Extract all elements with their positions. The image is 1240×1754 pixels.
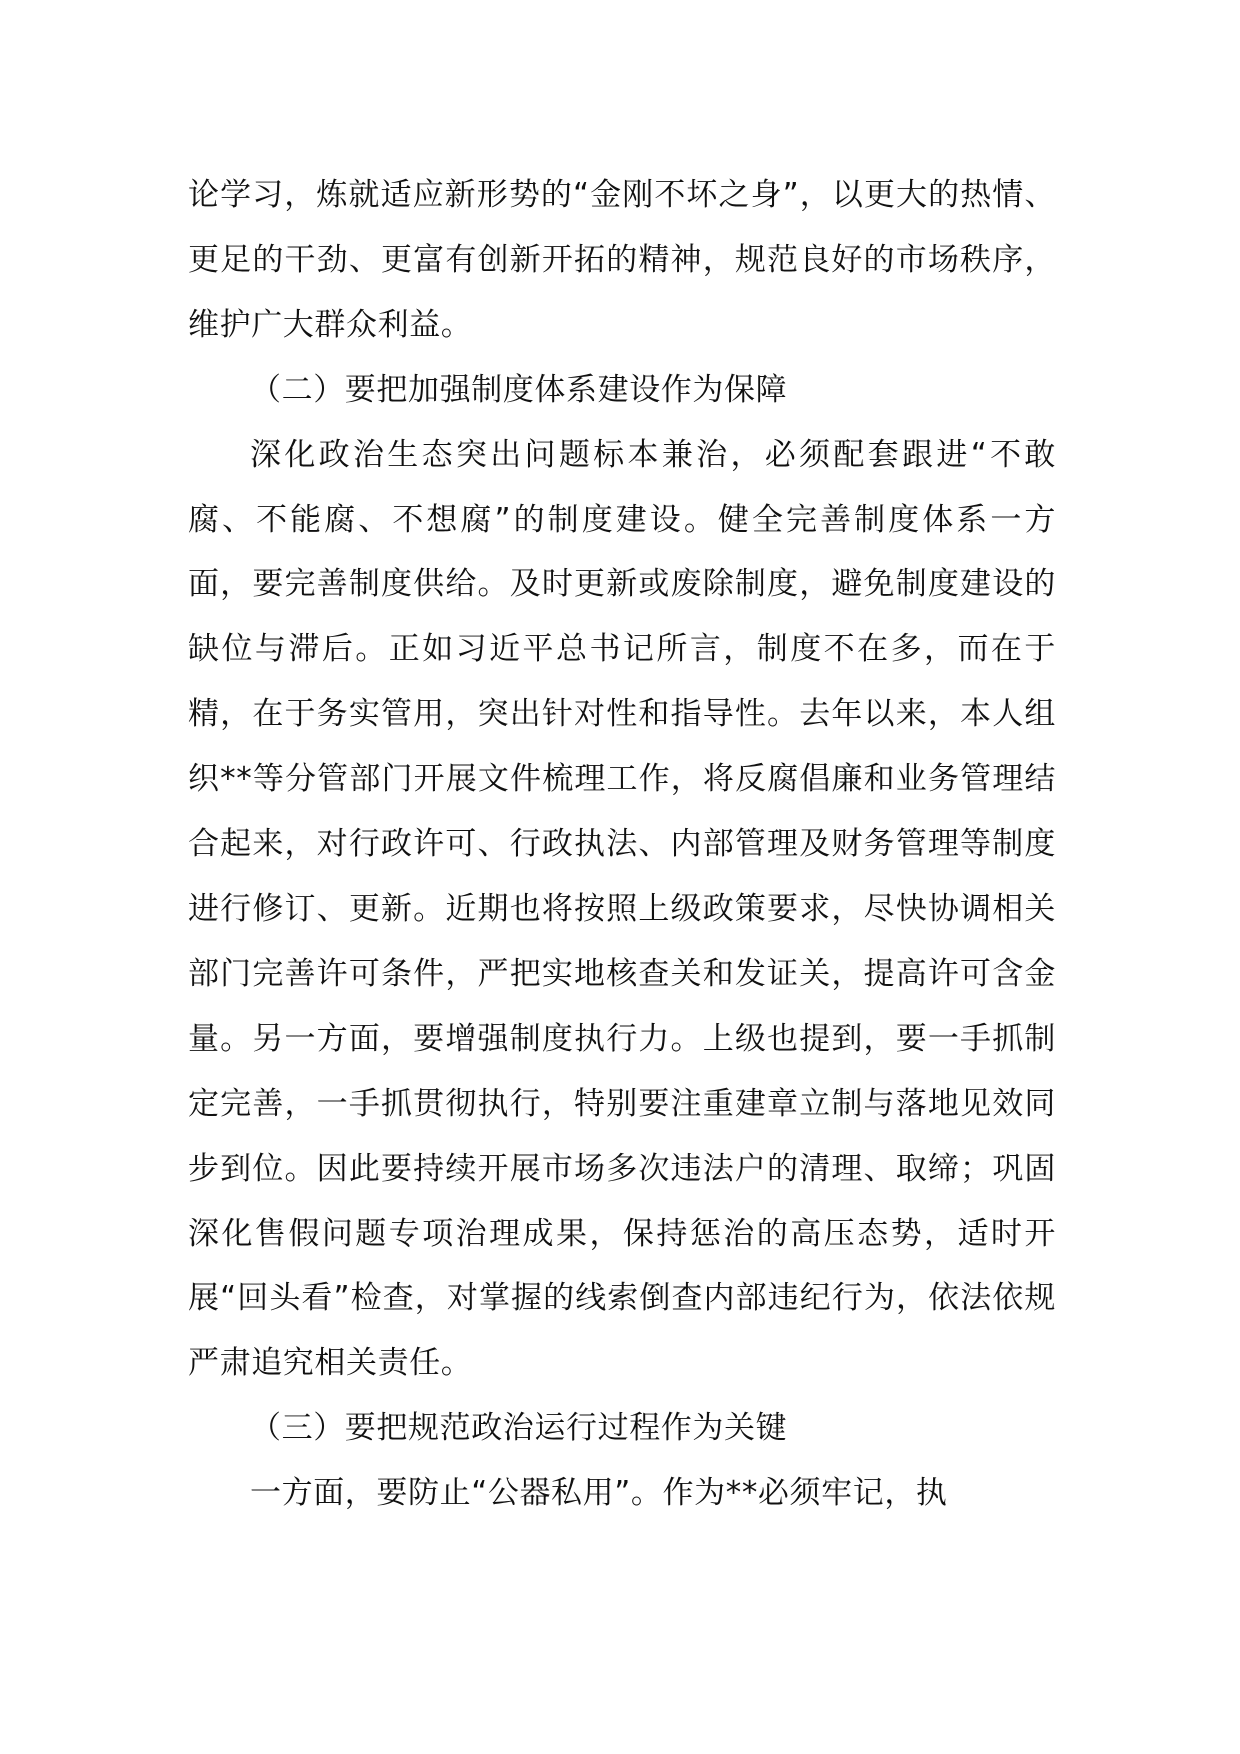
paragraph-public-power: 一方面，要防止“公器私用”。作为**必须牢记，执 [250,1475,948,1512]
section-heading-3: （三）要把规范政治运行过程作为关键 [250,1410,788,1447]
paragraph-continuation: 论学习，炼就适应新形势的“金刚不坏之身”，以更大的热情、更足的干劲、更富有创新开拓的精神，规范良好的市场秩序，维护广大群众利益。 [188,177,1056,343]
section-heading-2: （二）要把加强制度体系建设作为保障 [250,371,788,408]
paragraph-system-building: 深化政治生态突出问题标本兼治，必须配套跟进“不敢腐、不能腐、不想腐”的制度建设。健全完善制度体系一方面，要完善制度供给。及时更新或废除制度，避免制度建设的缺位与滞后。正如习近平总书记所言，制度不在多，而在于精，在于务实管用，突出针对性和指导性。去年以来，本人组织**等分管部门开展文件梳理工作，将反腐倡廉和业务管理结合起来，对行政许可、行政执法、内部管理及财务管理等制度进行修订、更新。近期也将按照上级政策要求，尽快协调相关部门完善许可条件，严把实地核查关和发证关，提高许可含金量。另一方面，要增强制度执行力。上级也提到，要一手抓制定完善，一手抓贯彻执行，特别要注重建章立制与落地见效同步到位。因此要持续开展市场多次违法户的清理、取缔；巩固深化售假问题专项治理成果，保持惩治的高压态势，适时开展“回头看”检查，对掌握的线索倒查内部违纪行为，依法依规严肃追究相关责任。 [188,436,1056,1382]
document-body [188,163,1056,1526]
